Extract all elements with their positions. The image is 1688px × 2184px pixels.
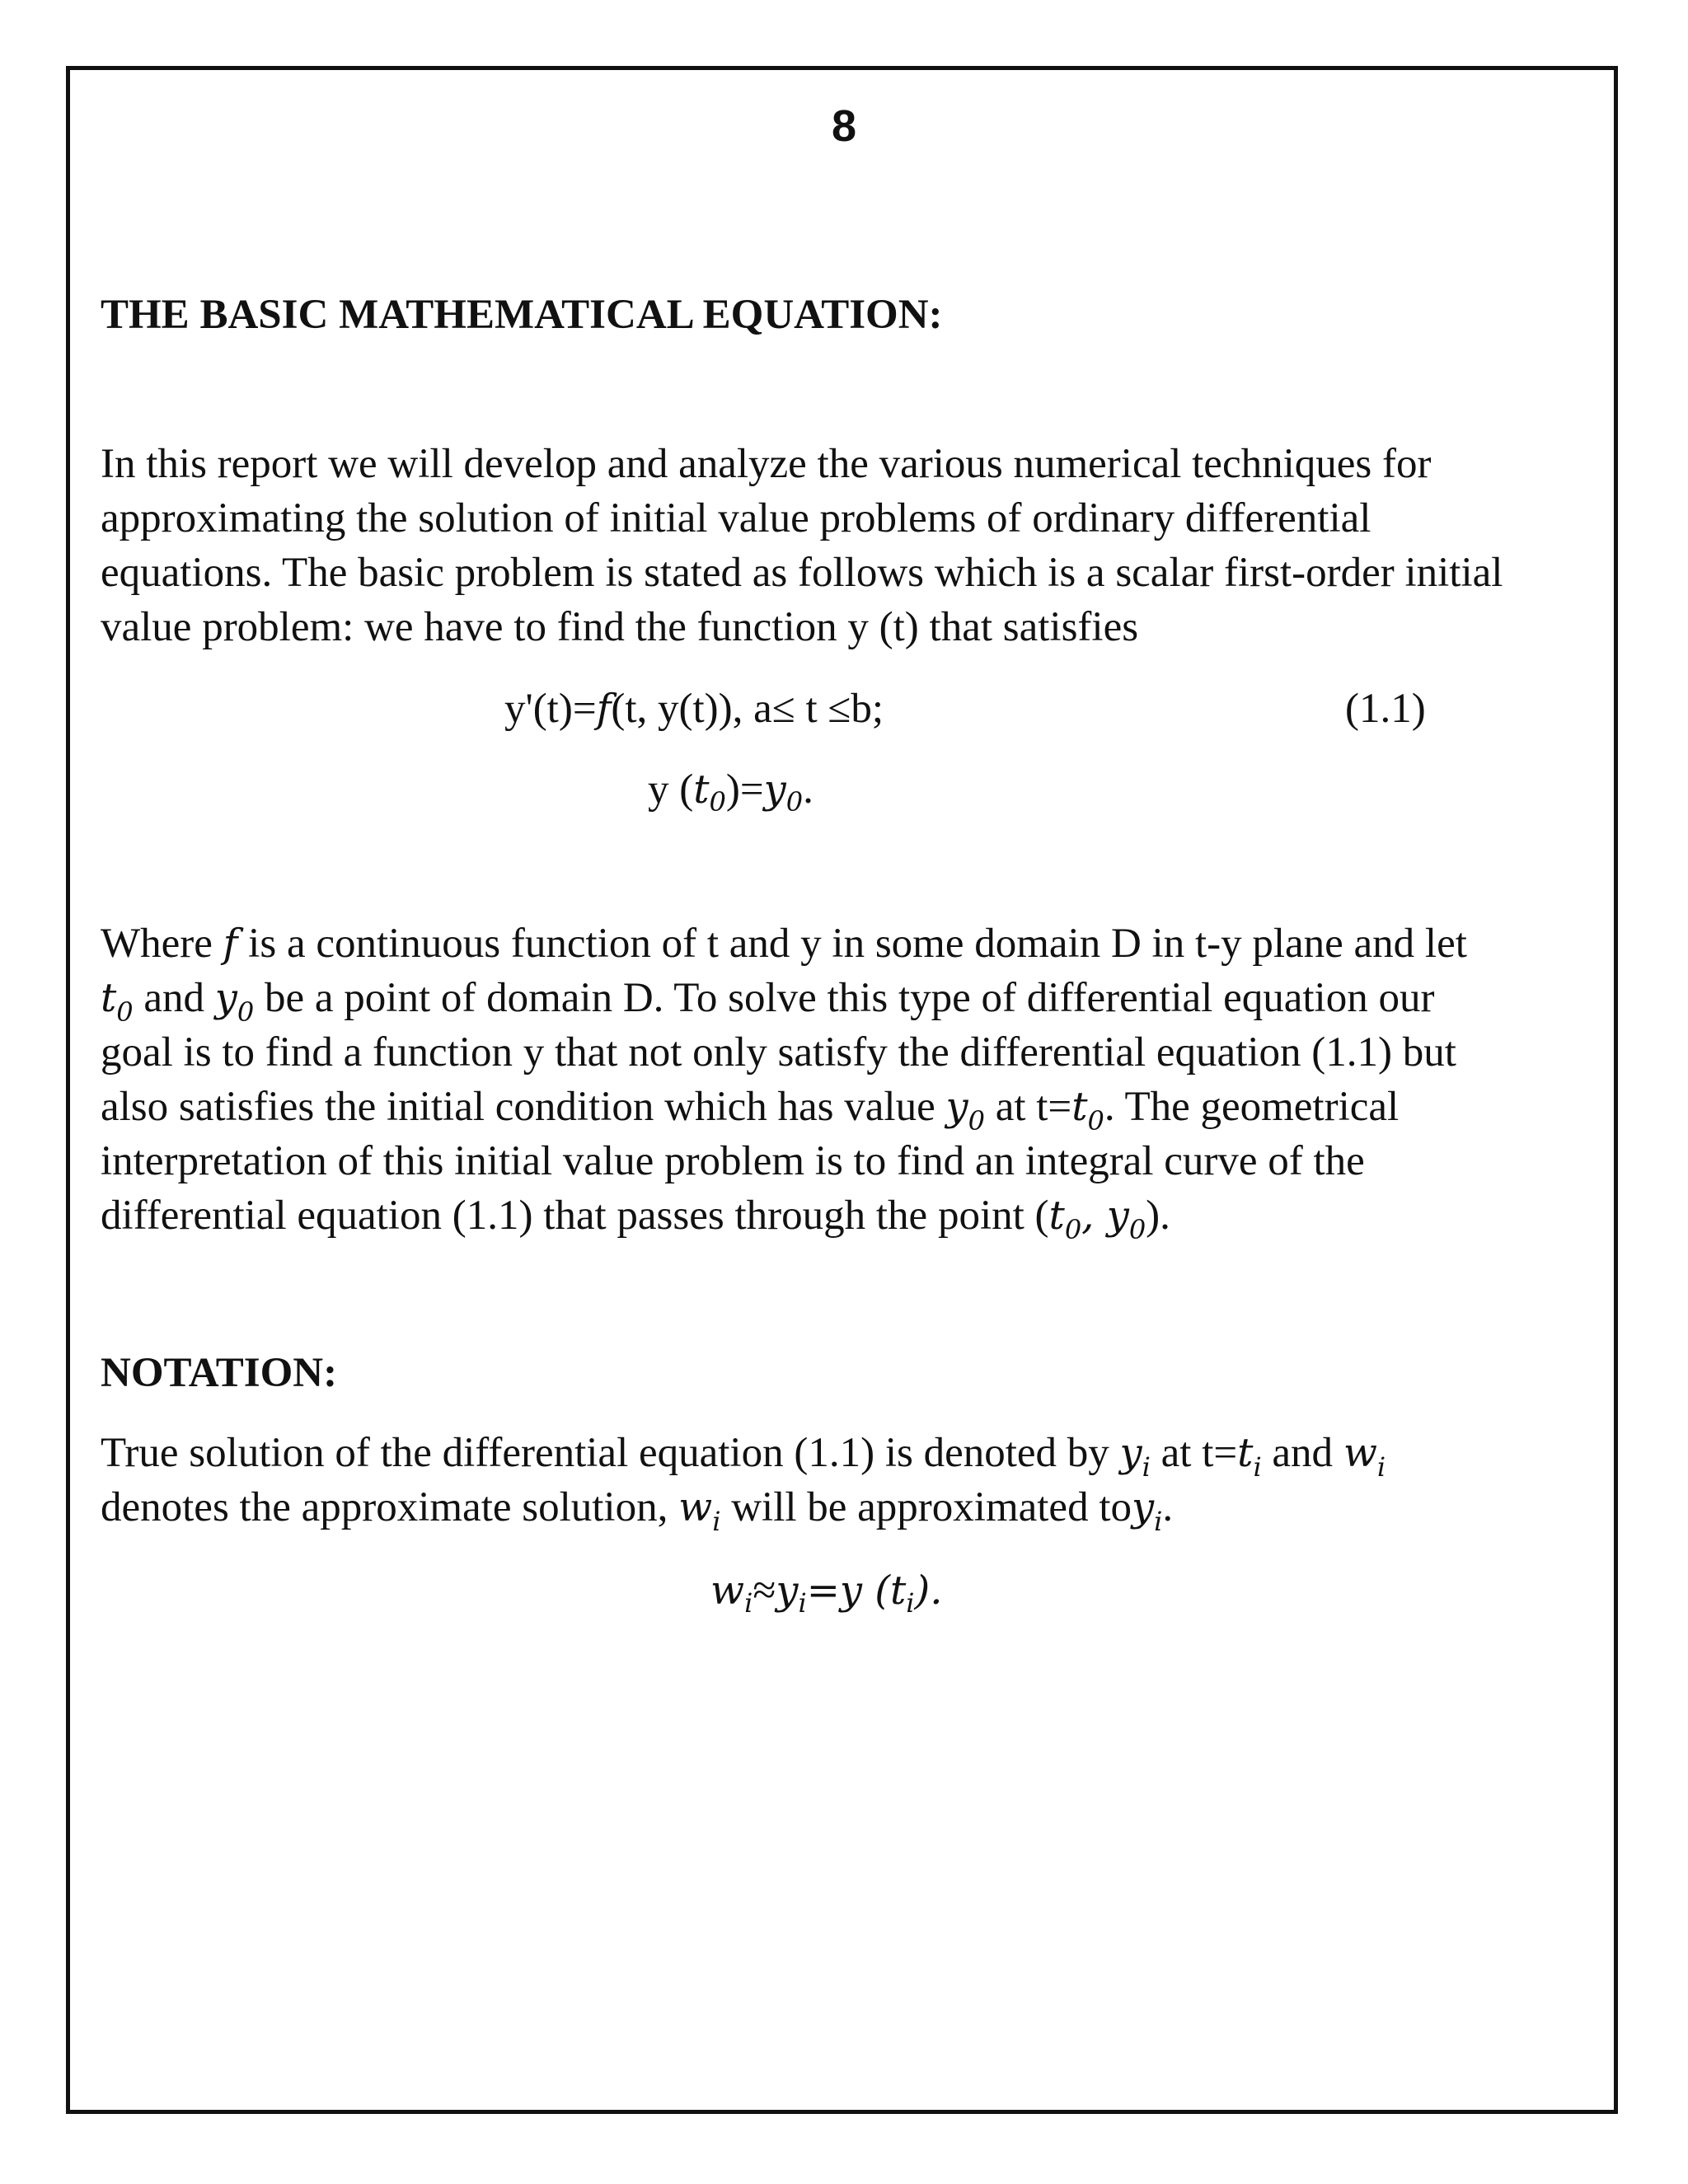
text-line: denotes the approximate solution, $w_i$ will be approximated toy$_i$. <box>101 1484 1174 1537</box>
text-line: goal is to find a function y that not only satisfy the differential equation (1.1) but <box>101 1029 1456 1076</box>
explanation-paragraph <box>101 916 1601 1243</box>
text-line: Where f is a continuous function of t and y in some domain D in t-y plane and let <box>101 921 1467 967</box>
text-line: True solution of the differential equation (1.1) is denoted by $y_i$ at $t=t_i$ and $w_i$ <box>101 1430 1386 1483</box>
text-line: interpretation of this initial value problem is to find an integral curve of the <box>101 1138 1365 1184</box>
equation-number: (1.1) <box>1345 686 1426 732</box>
text-line: approximating the solution of initial value problems of ordinary differential <box>101 495 1372 541</box>
page-number: 8 <box>831 101 857 151</box>
section-heading-basic-equation: THE BASIC MATHEMATICAL EQUATION: <box>101 292 943 338</box>
notation-paragraph <box>101 1426 1601 1535</box>
text-line: In this report we will develop and analyze the various numerical techniques for <box>101 441 1432 487</box>
text-line: also satisfies the initial condition which has value $y_0$ at $t=t_0$. The geometrical <box>101 1084 1400 1137</box>
approximation-equation: $w_i\approx y_i=y$ $(t_i)$. <box>710 1568 943 1619</box>
initial-condition-equation: y $(t_0)=y_0$. <box>648 766 814 818</box>
intro-paragraph <box>101 437 1601 654</box>
section-heading-notation: NOTATION: <box>101 1350 338 1396</box>
text-line: $t_0$ and $y_0$ be a point of domain D. To solve this type of differential equation our <box>101 975 1435 1028</box>
equation-1-1: y'(t)=f(t, y(t)), a≤ t ≤b; <box>504 686 884 732</box>
text-line: value problem: we have to find the function y (t) that satisfies <box>101 604 1139 650</box>
text-line: differential equation (1.1) that passes through the point ($t_0$, $y_0$). <box>101 1193 1170 1245</box>
text-line: equations. The basic problem is stated as follows which is a scalar first-order initial <box>101 550 1503 596</box>
